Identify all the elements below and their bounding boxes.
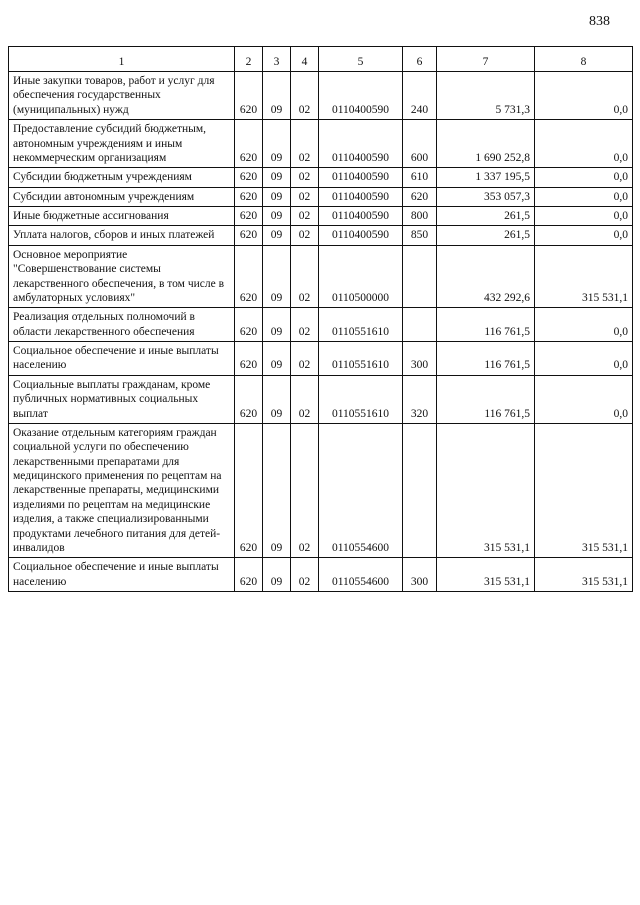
cell-col8: 315 531,1	[535, 245, 633, 308]
row-name: Иные закупки товаров, работ и услуг для обеспечения государственных (муниципальных) нужд	[9, 72, 235, 120]
cell-col6: 600	[403, 120, 437, 168]
table-row	[9, 558, 633, 592]
cell-col8: 0,0	[535, 72, 633, 120]
cell-col5: 0110551610	[319, 308, 403, 342]
cell-col7: 261,5	[437, 226, 535, 245]
table-row	[9, 375, 633, 423]
cell-col2: 620	[235, 245, 263, 308]
cell-col4: 02	[291, 226, 319, 245]
cell-col7: 261,5	[437, 207, 535, 226]
row-name: Иные бюджетные ассигнования	[9, 207, 235, 226]
cell-col5: 0110400590	[319, 168, 403, 187]
cell-col6: 800	[403, 207, 437, 226]
cell-col2: 620	[235, 423, 263, 557]
cell-col5: 0110400590	[319, 226, 403, 245]
cell-col3: 09	[263, 375, 291, 423]
page-number: 838	[589, 14, 610, 29]
cell-col2: 620	[235, 187, 263, 206]
cell-col6: 300	[403, 342, 437, 376]
table-row	[9, 168, 633, 187]
cell-col3: 09	[263, 187, 291, 206]
cell-col4: 02	[291, 72, 319, 120]
cell-col6: 850	[403, 226, 437, 245]
cell-col3: 09	[263, 245, 291, 308]
cell-col7: 116 761,5	[437, 375, 535, 423]
cell-col2: 620	[235, 375, 263, 423]
header-row	[9, 47, 633, 72]
column-header: 4	[291, 47, 319, 72]
cell-col8: 0,0	[535, 187, 633, 206]
cell-col3: 09	[263, 226, 291, 245]
cell-col5: 0110551610	[319, 342, 403, 376]
cell-col6	[403, 423, 437, 557]
cell-col7: 116 761,5	[437, 342, 535, 376]
cell-col4: 02	[291, 558, 319, 592]
cell-col7: 315 531,1	[437, 423, 535, 557]
cell-col7: 353 057,3	[437, 187, 535, 206]
cell-col8: 315 531,1	[535, 423, 633, 557]
cell-col4: 02	[291, 187, 319, 206]
table-row	[9, 342, 633, 376]
column-header: 7	[437, 47, 535, 72]
row-name: Социальное обеспечение и иные выплаты населению	[9, 558, 235, 592]
cell-col5: 0110400590	[319, 72, 403, 120]
cell-col5: 0110551610	[319, 375, 403, 423]
column-header: 2	[235, 47, 263, 72]
table-row	[9, 423, 633, 557]
cell-col3: 09	[263, 168, 291, 187]
cell-col3: 09	[263, 72, 291, 120]
table-row	[9, 245, 633, 308]
cell-col3: 09	[263, 120, 291, 168]
row-name: Субсидии автономным учреждениям	[9, 187, 235, 206]
cell-col8: 0,0	[535, 375, 633, 423]
cell-col4: 02	[291, 308, 319, 342]
cell-col2: 620	[235, 72, 263, 120]
cell-col6: 610	[403, 168, 437, 187]
cell-col4: 02	[291, 375, 319, 423]
column-header: 5	[319, 47, 403, 72]
table-row	[9, 207, 633, 226]
cell-col7: 432 292,6	[437, 245, 535, 308]
cell-col3: 09	[263, 308, 291, 342]
cell-col6: 620	[403, 187, 437, 206]
cell-col5: 0110554600	[319, 558, 403, 592]
cell-col2: 620	[235, 342, 263, 376]
cell-col2: 620	[235, 207, 263, 226]
cell-col8: 0,0	[535, 120, 633, 168]
cell-col7: 116 761,5	[437, 308, 535, 342]
table-row	[9, 120, 633, 168]
cell-col5: 0110400590	[319, 187, 403, 206]
cell-col8: 0,0	[535, 207, 633, 226]
row-name: Предоставление субсидий бюджетным, автономным учреждениям и иным некоммерческим организациям	[9, 120, 235, 168]
table-row	[9, 187, 633, 206]
cell-col3: 09	[263, 342, 291, 376]
row-name: Оказание отдельным категориям граждан социальной услуги по обеспечению лекарственными препаратами для медицинского применения по рецептам на лекарственные препараты, медицинскими изделиями по рецептам на медицинские изделия, а также специализированными продуктами лечебного питания для детей-инвалидов	[9, 423, 235, 557]
budget-table	[8, 46, 633, 592]
column-header: 3	[263, 47, 291, 72]
row-name: Социальные выплаты гражданам, кроме публичных нормативных социальных выплат	[9, 375, 235, 423]
cell-col8: 0,0	[535, 342, 633, 376]
cell-col8: 0,0	[535, 308, 633, 342]
row-name: Реализация отдельных полномочий в области лекарственного обеспечения	[9, 308, 235, 342]
cell-col2: 620	[235, 168, 263, 187]
cell-col7: 1 690 252,8	[437, 120, 535, 168]
cell-col2: 620	[235, 226, 263, 245]
cell-col8: 315 531,1	[535, 558, 633, 592]
cell-col2: 620	[235, 120, 263, 168]
cell-col5: 0110554600	[319, 423, 403, 557]
cell-col6	[403, 245, 437, 308]
cell-col3: 09	[263, 423, 291, 557]
cell-col4: 02	[291, 207, 319, 226]
cell-col6: 300	[403, 558, 437, 592]
row-name: Основное мероприятие "Совершенствование системы лекарственного обеспечения, в том числе в амбулаторных условиях"	[9, 245, 235, 308]
cell-col4: 02	[291, 120, 319, 168]
table-row	[9, 226, 633, 245]
cell-col4: 02	[291, 245, 319, 308]
cell-col7: 5 731,3	[437, 72, 535, 120]
cell-col6: 320	[403, 375, 437, 423]
cell-col7: 315 531,1	[437, 558, 535, 592]
cell-col7: 1 337 195,5	[437, 168, 535, 187]
cell-col6	[403, 308, 437, 342]
row-name: Субсидии бюджетным учреждениям	[9, 168, 235, 187]
row-name: Социальное обеспечение и иные выплаты населению	[9, 342, 235, 376]
cell-col5: 0110400590	[319, 207, 403, 226]
budget-table-sheet	[8, 46, 632, 592]
table-row	[9, 72, 633, 120]
cell-col8: 0,0	[535, 168, 633, 187]
cell-col8: 0,0	[535, 226, 633, 245]
cell-col2: 620	[235, 558, 263, 592]
row-name: Уплата налогов, сборов и иных платежей	[9, 226, 235, 245]
cell-col4: 02	[291, 423, 319, 557]
table-row	[9, 308, 633, 342]
cell-col2: 620	[235, 308, 263, 342]
column-header: 8	[535, 47, 633, 72]
column-header: 6	[403, 47, 437, 72]
cell-col5: 0110500000	[319, 245, 403, 308]
cell-col5: 0110400590	[319, 120, 403, 168]
cell-col4: 02	[291, 168, 319, 187]
cell-col3: 09	[263, 207, 291, 226]
column-header: 1	[9, 47, 235, 72]
cell-col6: 240	[403, 72, 437, 120]
cell-col4: 02	[291, 342, 319, 376]
cell-col3: 09	[263, 558, 291, 592]
